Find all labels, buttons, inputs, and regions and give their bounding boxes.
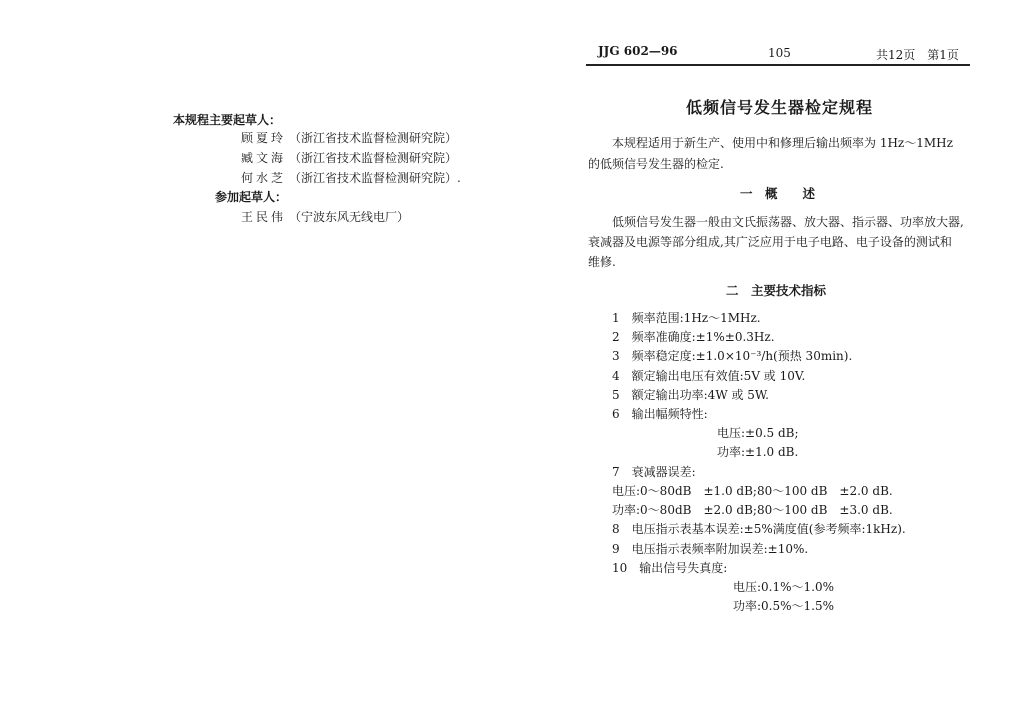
- spec-item: 10 输出信号失真度:: [612, 561, 728, 575]
- spec-item: 6 输出幅频特性:: [612, 407, 708, 421]
- drafter-org: （浙江省技术监督检测研究院）.: [289, 171, 461, 185]
- spec-item: 7 衰减器误差:: [612, 465, 696, 479]
- spec-item: 5 额定输出功率:4W 或 5W.: [612, 388, 769, 402]
- participant-name: 王民伟: [241, 210, 287, 224]
- spec-item: 3 频率稳定度:±1.0×10⁻³/h(预热 30min).: [612, 349, 853, 363]
- participant-org: （宁波东风无线电厂）: [289, 210, 410, 224]
- spec-item: 8 电压指示表基本误差:±5%满度值(参考频率:1kHz).: [612, 522, 906, 536]
- doc-title: 低频信号发生器检定规程: [686, 98, 874, 117]
- doc-code: JJG 602—96: [598, 44, 678, 58]
- intro-text-line: 的低频信号发生器的检定.: [588, 157, 724, 171]
- overview-text-line: 衰减器及电源等部分组成,其广泛应用于电子电路、电子设备的测试和: [588, 235, 952, 249]
- header-rule: [586, 64, 970, 66]
- spec-subitem: 功率:0.5%～1.5%: [733, 599, 835, 613]
- section-title-overview: 一 概 述: [740, 186, 816, 201]
- spec-item: 9 电压指示表频率附加误差:±10%.: [612, 542, 809, 556]
- intro-text-line: 本规程适用于新生产、使用中和修理后输出频率为 1Hz～1MHz: [612, 136, 953, 150]
- spec-item: 2 频率准确度:±1%±0.3Hz.: [612, 330, 775, 344]
- spec-item: 4 额定输出电压有效值:5V 或 10V.: [612, 369, 806, 383]
- spec-subitem: 电压:±0.5 dB;: [717, 426, 799, 440]
- drafter-name: 顾夏玲: [241, 131, 287, 145]
- section-title-specs: 二 主要技术指标: [726, 283, 827, 298]
- participants-label: 参加起草人：: [215, 190, 288, 204]
- page-number: 105: [768, 46, 791, 60]
- drafter-name: 何水芝: [241, 171, 287, 185]
- spec-item: 1 频率范围:1Hz～1MHz.: [612, 311, 761, 325]
- drafter-name: 臧文海: [241, 151, 287, 165]
- spec-subitem: 电压:0～80dB ±1.0 dB;80～100 dB ±2.0 dB.: [612, 484, 893, 498]
- spec-subitem: 功率:±1.0 dB.: [717, 445, 799, 459]
- overview-text-line: 维修.: [588, 255, 616, 269]
- overview-text-line: 低频信号发生器一般由文氏振荡器、放大器、指示器、功率放大器,: [612, 215, 964, 229]
- spec-subitem: 功率:0～80dB ±2.0 dB;80～100 dB ±3.0 dB.: [612, 503, 893, 517]
- page-info: 共12页 第1页: [876, 48, 959, 62]
- spec-subitem: 电压:0.1%～1.0%: [733, 580, 835, 594]
- drafter-org: （浙江省技术监督检测研究院）: [289, 151, 458, 165]
- drafter-org: （浙江省技术监督检测研究院）: [289, 131, 458, 145]
- main-drafters-label: 本规程主要起草人：: [173, 113, 282, 127]
